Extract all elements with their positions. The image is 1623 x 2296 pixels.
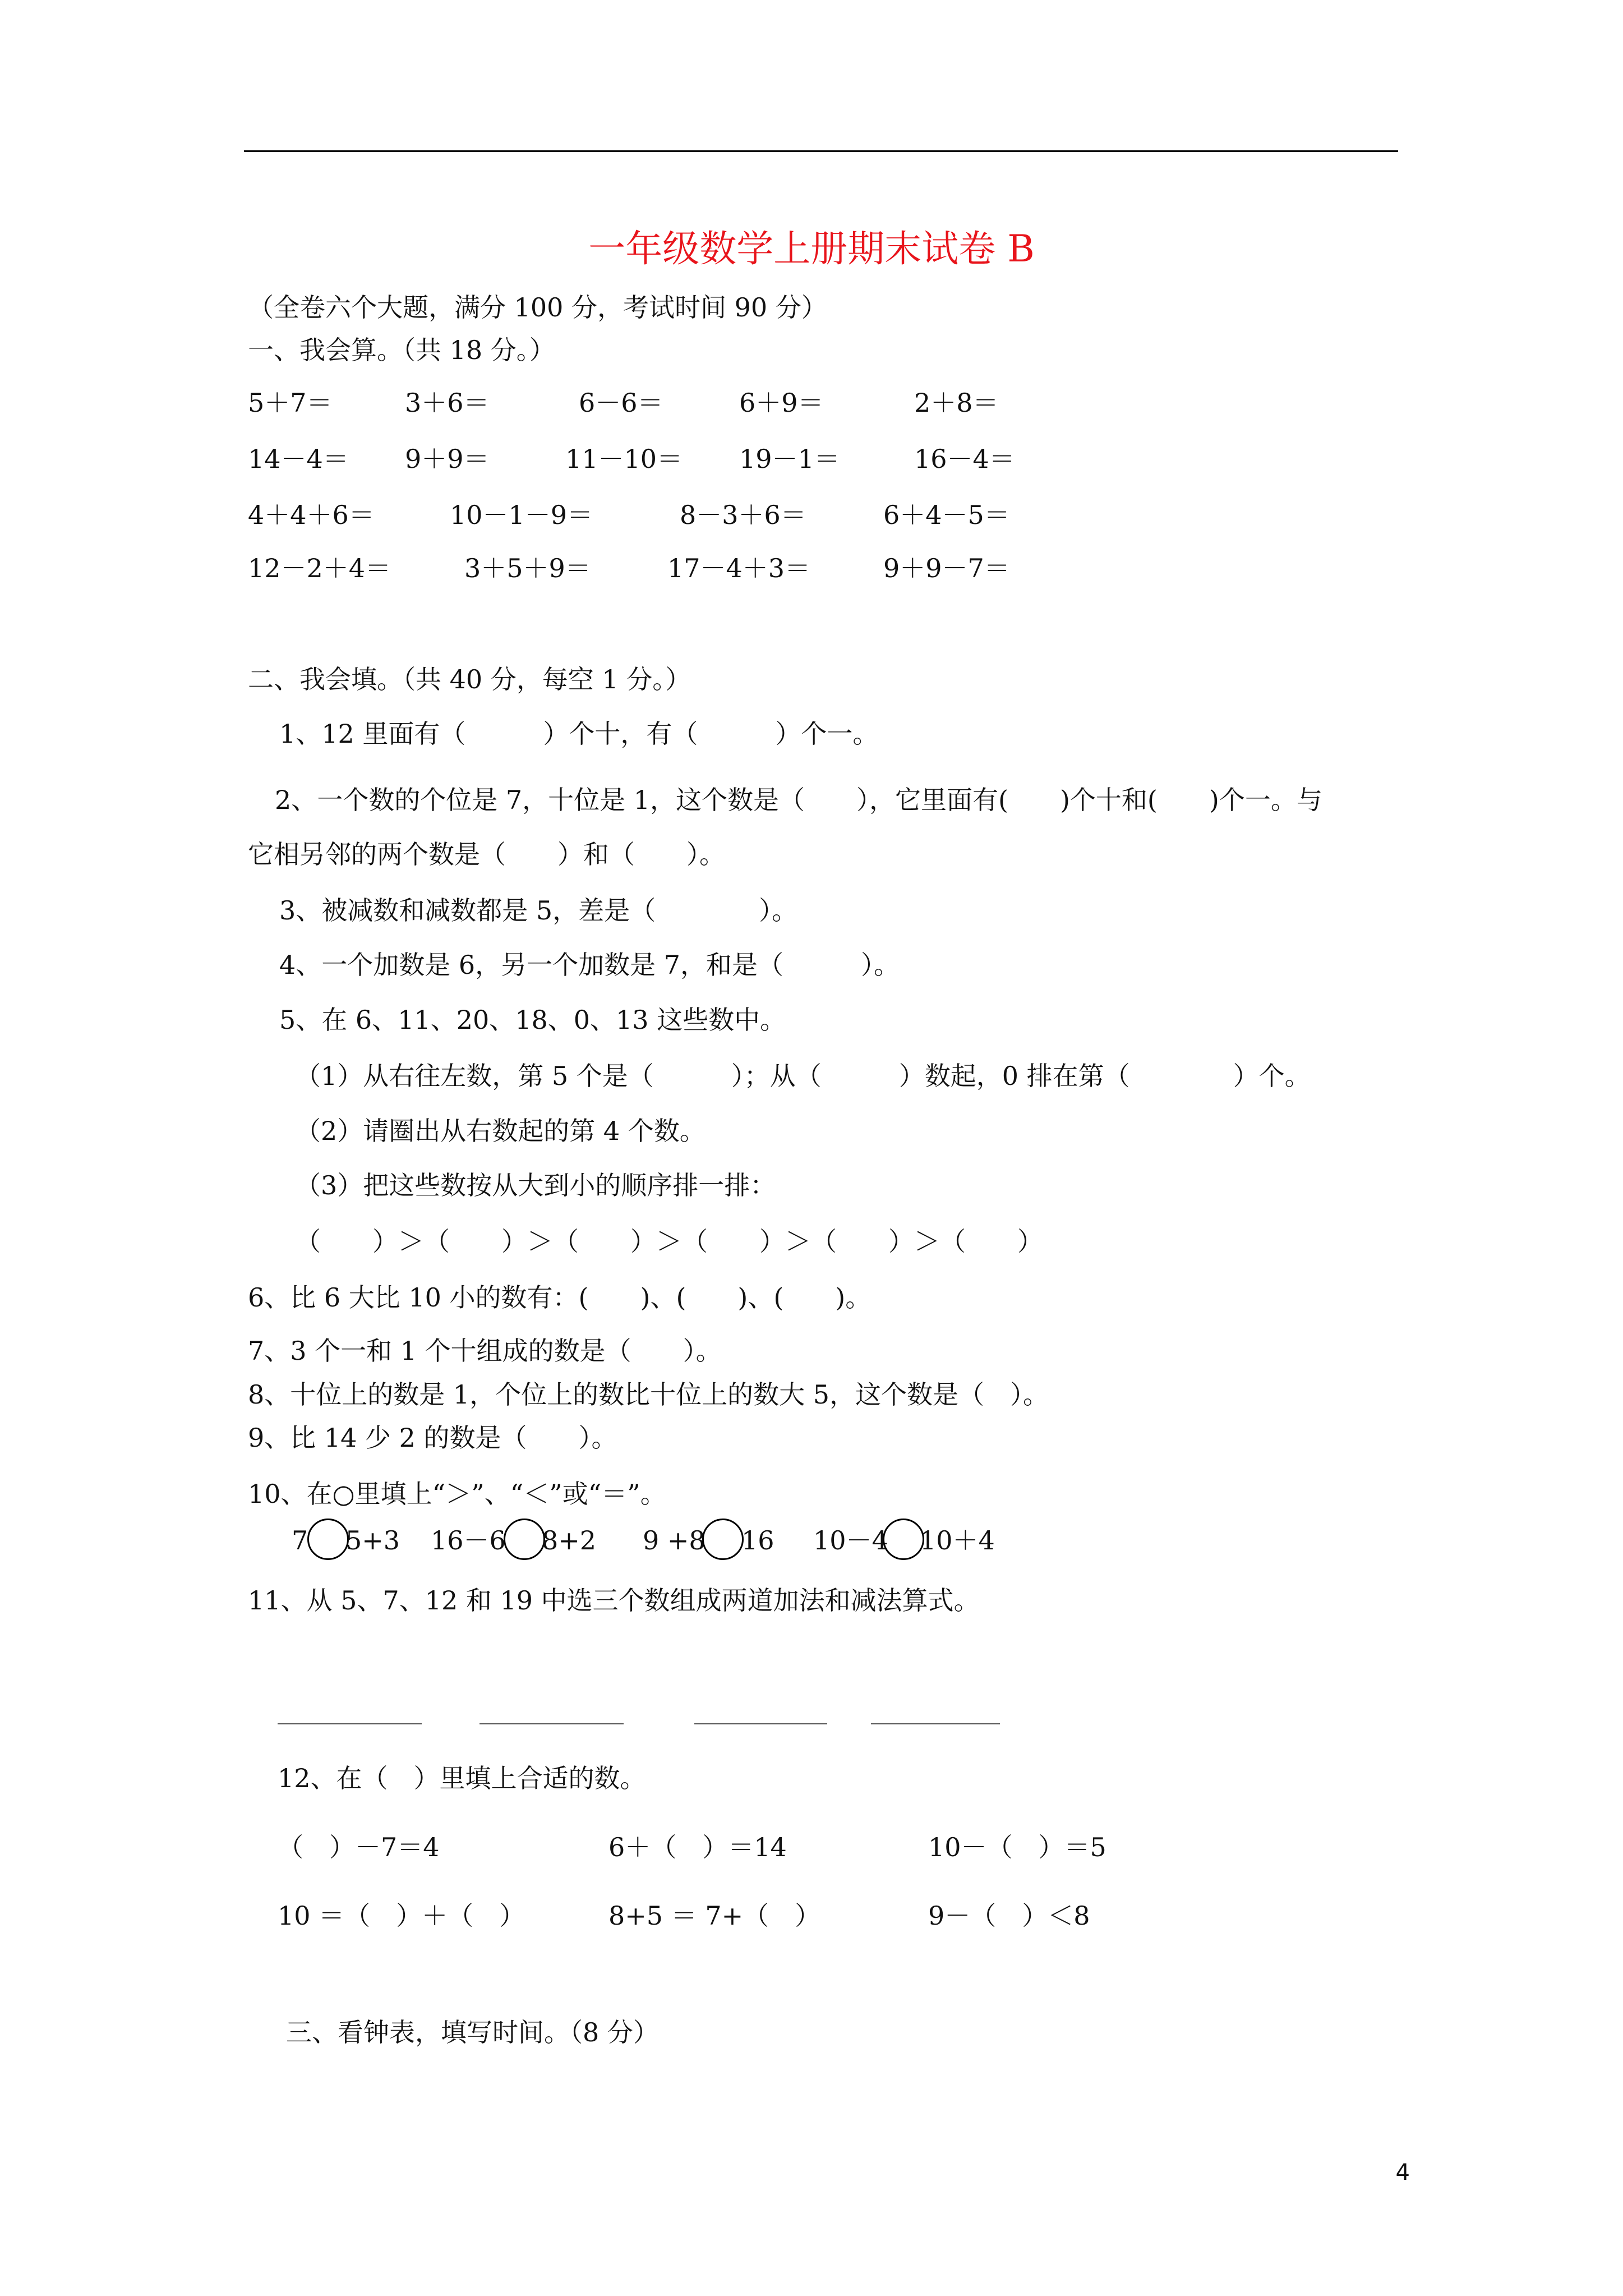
calc-item: 5＋7＝: [248, 388, 333, 418]
calc-item: 9＋9－7＝: [883, 553, 1010, 583]
question-11: 11、从 5、7、12 和 19 中选三个数组成两道加法和减法算式。: [248, 1585, 980, 1616]
compare-right: 5+3: [345, 1525, 400, 1556]
fill-item: 6＋（ ）＝14: [608, 1832, 787, 1862]
calc-item: 14－4＝: [248, 444, 349, 474]
calc-item: 16－4＝: [914, 444, 1015, 474]
calc-item: 2＋8＝: [914, 388, 999, 418]
compare-circle[interactable]: [883, 1519, 924, 1560]
question-1: 1、12 里面有（ ）个十，有（ ）个一。: [279, 719, 879, 749]
calc-item: 10－1－9＝: [450, 500, 593, 530]
question-5-part-1: （1）从右往左数，第 5 个是（ ）；从（ ）数起，0 排在第（ ）个。: [295, 1061, 1311, 1091]
compare-right: 16: [741, 1525, 774, 1556]
calc-item: 6－6＝: [579, 388, 663, 418]
question-2-continued: 它相另邻的两个数是（ ）和（ ）。: [248, 839, 725, 869]
fill-item: 10－（ ）＝5: [928, 1832, 1106, 1862]
section2-heading: 二、我会填。（共 40 分，每空 1 分。）: [248, 664, 691, 694]
answer-line[interactable]: [278, 1723, 422, 1724]
fill-item: 10 ＝（ ）＋（ ）: [278, 1901, 525, 1931]
question-6: 6、比 6 大比 10 小的数有：( )、( )、( )。: [248, 1282, 872, 1313]
compare-circle[interactable]: [504, 1519, 545, 1560]
exam-instructions: （全卷六个大题，满分 100 分，考试时间 90 分）: [248, 292, 827, 323]
compare-circle[interactable]: [702, 1519, 744, 1560]
question-7: 7、3 个一和 1 个十组成的数是（ ）。: [248, 1336, 722, 1366]
question-2: 2、一个数的个位是 7，十位是 1，这个数是（ ），它里面有( )个十和( )个一。与: [275, 785, 1322, 815]
calc-item: 11－10＝: [565, 444, 683, 474]
question-5-part-3: （3）把这些数按从大到小的顺序排一排：: [295, 1170, 776, 1200]
calc-item: 4＋4＋6＝: [248, 500, 375, 530]
fill-item: 9－（ ）＜8: [928, 1901, 1090, 1931]
answer-line[interactable]: [694, 1723, 827, 1724]
compare-left: 10－4: [813, 1525, 888, 1556]
question-8: 8、十位上的数是 1，个位上的数比十位上的数大 5，这个数是（ ）。: [248, 1379, 1049, 1410]
calc-item: 19－1＝: [739, 444, 840, 474]
answer-line[interactable]: [479, 1723, 624, 1724]
compare-right: 8+2: [542, 1525, 597, 1556]
question-3: 3、被减数和减数都是 5，差是（ ）。: [279, 895, 798, 926]
question-12: 12、在（ ）里填上合适的数。: [278, 1763, 646, 1793]
calc-item: 8－3＋6＝: [680, 500, 806, 530]
fill-item: （ ）－7＝4: [278, 1832, 440, 1862]
compare-right: 10＋4: [920, 1525, 995, 1556]
page-title: 一年级数学上册期末试卷 B: [588, 227, 1035, 270]
section1-heading: 一、我会算。（共 18 分。）: [248, 335, 555, 365]
question-5-part-2: （2）请圈出从右数起的第 4 个数。: [295, 1116, 706, 1146]
page-number: 4: [1395, 2160, 1410, 2185]
compare-left: 7: [292, 1525, 308, 1556]
compare-circle[interactable]: [307, 1519, 349, 1560]
calc-item: 12－2＋4＝: [248, 553, 391, 583]
question-10: 10、在○里填上“＞”、“＜”或“＝”。: [248, 1479, 666, 1509]
answer-line[interactable]: [871, 1723, 1000, 1724]
compare-left: 9 +8: [643, 1525, 706, 1556]
calc-item: 9＋9＝: [405, 444, 490, 474]
header-rule: [244, 150, 1398, 152]
calc-item: 6＋4－5＝: [883, 500, 1010, 530]
question-5: 5、在 6、11、20、18、0、13 这些数中。: [279, 1005, 786, 1035]
calc-item: 3＋6＝: [405, 388, 490, 418]
fill-item: 8+5 ＝ 7+（ ）: [608, 1901, 821, 1931]
question-4: 4、一个加数是 6，另一个加数是 7，和是（ ）。: [279, 950, 900, 980]
section3-heading: 三、看钟表，填写时间。（8 分）: [286, 2017, 659, 2047]
calc-item: 17－4＋3＝: [667, 553, 811, 583]
question-5-order-blanks: （ ）＞（ ）＞（ ）＞（ ）＞（ ）＞（ ）: [295, 1226, 1043, 1257]
question-9: 9、比 14 少 2 的数是（ ）。: [248, 1423, 617, 1453]
calc-item: 3＋5＋9＝: [464, 553, 591, 583]
compare-left: 16－6: [431, 1525, 506, 1556]
calc-item: 6＋9＝: [739, 388, 824, 418]
